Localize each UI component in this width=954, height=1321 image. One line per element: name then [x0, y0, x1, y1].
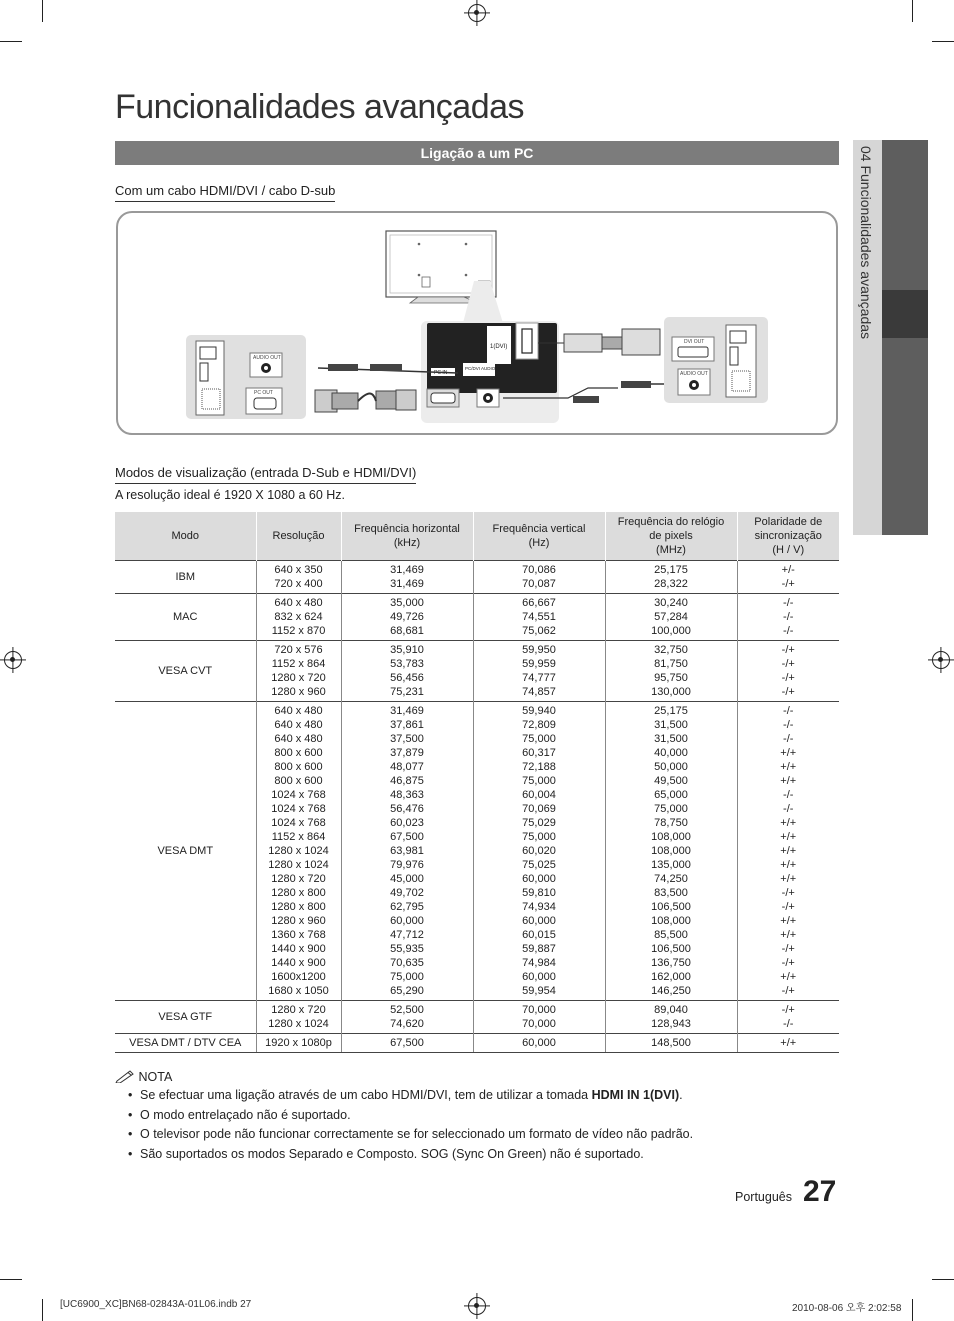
pc-left-icon	[186, 335, 306, 419]
column-header: Frequência do relógio de pixels (MHz)	[605, 512, 737, 560]
audio-out-right-label: AUDIO OUT	[680, 371, 708, 377]
table-row	[115, 593, 839, 640]
mode-cell: VESA CVT	[115, 640, 256, 701]
table-row	[115, 701, 839, 1000]
pencil-note-icon	[115, 1069, 135, 1083]
vfreq-cell: 60,000	[473, 1033, 605, 1052]
mode-cell: IBM	[115, 560, 256, 593]
audio-out-left-label: AUDIO OUT	[253, 355, 281, 361]
page-number: 27	[803, 1175, 837, 1208]
section-title: Ligação a um PC	[115, 141, 839, 165]
footer-language: Português	[735, 1190, 792, 1204]
mode-cell: VESA DMT	[115, 701, 256, 1000]
crop-mark	[912, 0, 913, 22]
pixel-clock-cell: 25,175 28,322	[605, 560, 737, 593]
chapter-side-label: 04 Funcionalidades avançadas	[858, 146, 874, 340]
pixel-clock-cell: 32,750 81,750 95,750 130,000	[605, 640, 737, 701]
note-heading-text: NOTA	[138, 1070, 173, 1084]
crop-mark	[932, 41, 954, 42]
column-header: Modo	[115, 512, 256, 560]
hfreq-cell: 52,500 74,620	[341, 1000, 473, 1033]
note-list	[140, 1088, 693, 1166]
crop-mark	[932, 1279, 954, 1280]
vfreq-cell: 59,950 59,959 74,777 74,857	[473, 640, 605, 701]
resolution-cell: 640 x 480 640 x 480 640 x 480 800 x 600 800 x 600 800 x 600 1024 x 768 1024 x 768 1024 x 768 1152 x 864 1280 x 1024 1280 x 1024 1280 x 720 1280 x 800 1280 x 800 1280 x 960 1360 x 768 1440 x 900 1440 x 900 1600x1200 1680 x 1050	[256, 701, 341, 1000]
crop-mark	[0, 41, 22, 42]
column-header: Frequência vertical (Hz)	[473, 512, 605, 560]
chapter-tab-lower	[882, 338, 928, 535]
note-item-bold: HDMI IN 1(DVI)	[591, 1088, 680, 1102]
polarity-cell: -/+ -/+ -/+ -/+	[737, 640, 839, 701]
subheading-cable: Com um cabo HDMI/DVI / cabo D-sub	[115, 183, 335, 202]
print-slug-date: 2010-08-06 오후 2:02:58	[792, 1303, 902, 1314]
vfreq-cell: 70,086 70,087	[473, 560, 605, 593]
registration-mark-icon	[932, 651, 950, 669]
registration-mark-icon	[468, 4, 486, 22]
table-row	[115, 1000, 839, 1033]
hfreq-cell: 35,000 49,726 68,681	[341, 593, 473, 640]
pixel-clock-cell: 30,240 57,284 100,000	[605, 593, 737, 640]
vfreq-cell: 70,000 70,000	[473, 1000, 605, 1033]
registration-mark-icon	[468, 1297, 486, 1315]
list-item: • São suportados os modos Separado e Composto. SOG (Sync On Green) não é suportado.	[140, 1147, 693, 1167]
column-header: Polaridade de sincronização (H / V)	[737, 512, 839, 560]
crop-mark	[42, 0, 43, 22]
note-item-text: Se efectuar uma ligação através de um cabo HDMI/DVI, tem de utilizar a tomada	[140, 1088, 592, 1102]
resolution-cell: 1920 x 1080p	[256, 1033, 341, 1052]
ideal-resolution-text: A resolução ideal é 1920 X 1080 a 60 Hz.	[115, 488, 346, 502]
resolution-cell: 1280 x 720 1280 x 1024	[256, 1000, 341, 1033]
column-header: Frequência horizontal (kHz)	[341, 512, 473, 560]
connection-diagram	[116, 211, 838, 435]
dvi-out-label: DVI OUT	[684, 339, 705, 345]
crop-mark	[912, 1299, 913, 1321]
pc-in-label: PC IN	[434, 370, 448, 376]
hfreq-cell: 31,469 31,469	[341, 560, 473, 593]
pixel-clock-cell: 148,500	[605, 1033, 737, 1052]
vfreq-cell: 66,667 74,551 75,062	[473, 593, 605, 640]
resolution-cell: 720 x 576 1152 x 864 1280 x 720 1280 x 960	[256, 640, 341, 701]
resolution-cell: 640 x 350 720 x 400	[256, 560, 341, 593]
table-row	[115, 560, 839, 593]
table-header-row	[115, 512, 839, 560]
note-heading	[115, 1069, 172, 1084]
polarity-cell: -/+ -/-	[737, 1000, 839, 1033]
vfreq-cell: 59,940 72,809 75,000 60,317 72,188 75,000 60,004 70,069 75,029 75,000 60,020 75,025 60,000 59,810 74,934 60,000 60,015 59,887 74,984 60,000 59,954	[473, 701, 605, 1000]
chapter-tab	[882, 140, 928, 535]
hdmi-port-label: 1(DVI)	[490, 344, 508, 350]
polarity-cell: +/- -/+	[737, 560, 839, 593]
list-item: • O modo entrelaçado não é suportado.	[140, 1108, 693, 1128]
pixel-clock-cell: 89,040 128,943	[605, 1000, 737, 1033]
display-modes-table	[115, 512, 839, 1053]
pixel-clock-cell: 25,175 31,500 31,500 40,000 50,000 49,500 65,000 75,000 78,750 108,000 108,000 135,000 74,250 83,500 106,500 108,000 85,500 106,500 136,750 162,000 146,250	[605, 701, 737, 1000]
hfreq-cell: 31,469 37,861 37,500 37,879 48,077 46,875 48,363 56,476 60,023 67,500 63,981 79,976 45,000 49,702 62,795 60,000 47,712 55,935 70,635 75,000 65,290	[341, 701, 473, 1000]
mode-cell: VESA DMT / DTV CEA	[115, 1033, 256, 1052]
column-header: Resolução	[256, 512, 341, 560]
pc-dvi-audio-in-label: PC/DVI AUDIO IN	[465, 366, 502, 371]
page-title: Funcionalidades avançadas	[115, 88, 525, 126]
pc-out-label: PC OUT	[254, 390, 273, 396]
print-slug-file: [UC6900_XC]BN68-02843A-01L06.indb 27	[60, 1299, 252, 1310]
polarity-cell: +/+	[737, 1033, 839, 1052]
polarity-cell: -/- -/- -/-	[737, 593, 839, 640]
hfreq-cell: 35,910 53,783 56,456 75,231	[341, 640, 473, 701]
crop-mark	[0, 1279, 22, 1280]
connection-illustration	[118, 213, 836, 433]
table-row	[115, 640, 839, 701]
registration-mark-icon	[4, 651, 22, 669]
table-row	[115, 1033, 839, 1052]
polarity-cell: -/- -/- -/- +/+ +/+ +/+ -/- -/- +/+ +/+ +/+ +/+ +/+ -/+ -/+ +/+ +/+ -/+ -/+ +/+ -/+	[737, 701, 839, 1000]
note-item-end: .	[679, 1088, 683, 1102]
list-item: • O televisor pode não funcionar correctamente se for seleccionado um formato de vídeo não padrão.	[140, 1127, 693, 1147]
list-item	[140, 1088, 693, 1108]
mode-cell: MAC	[115, 593, 256, 640]
crop-mark	[42, 1299, 43, 1321]
hfreq-cell: 67,500	[341, 1033, 473, 1052]
chapter-tab-active	[882, 290, 928, 338]
resolution-cell: 640 x 480 832 x 624 1152 x 870	[256, 593, 341, 640]
chapter-tab-upper	[882, 140, 928, 290]
pc-right-icon	[664, 317, 768, 403]
mode-cell: VESA GTF	[115, 1000, 256, 1033]
subheading-modes: Modos de visualização (entrada D-Sub e HDMI/DVI)	[115, 465, 416, 484]
